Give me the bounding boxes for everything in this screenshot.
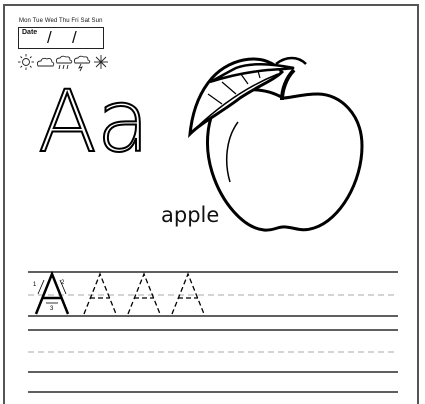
date-label: Date: [22, 29, 38, 36]
date-slash-2: /: [72, 28, 77, 47]
trace-letter-a-2: [128, 274, 160, 314]
stroke-number-3: 3: [50, 306, 54, 312]
weekday-row: Mon Tue Wed Thu Fri Sat Sun: [19, 18, 103, 24]
word-label: apple: [161, 203, 220, 227]
lowercase-letter: a: [96, 72, 150, 172]
stroke-number-1: 1: [33, 282, 37, 288]
trace-letter-a-3: [172, 274, 204, 314]
trace-letter-a-1: [84, 274, 116, 314]
date-slash-1: /: [47, 28, 52, 47]
stroke-number-2: 2: [61, 280, 65, 286]
uppercase-letter: A: [38, 72, 97, 172]
